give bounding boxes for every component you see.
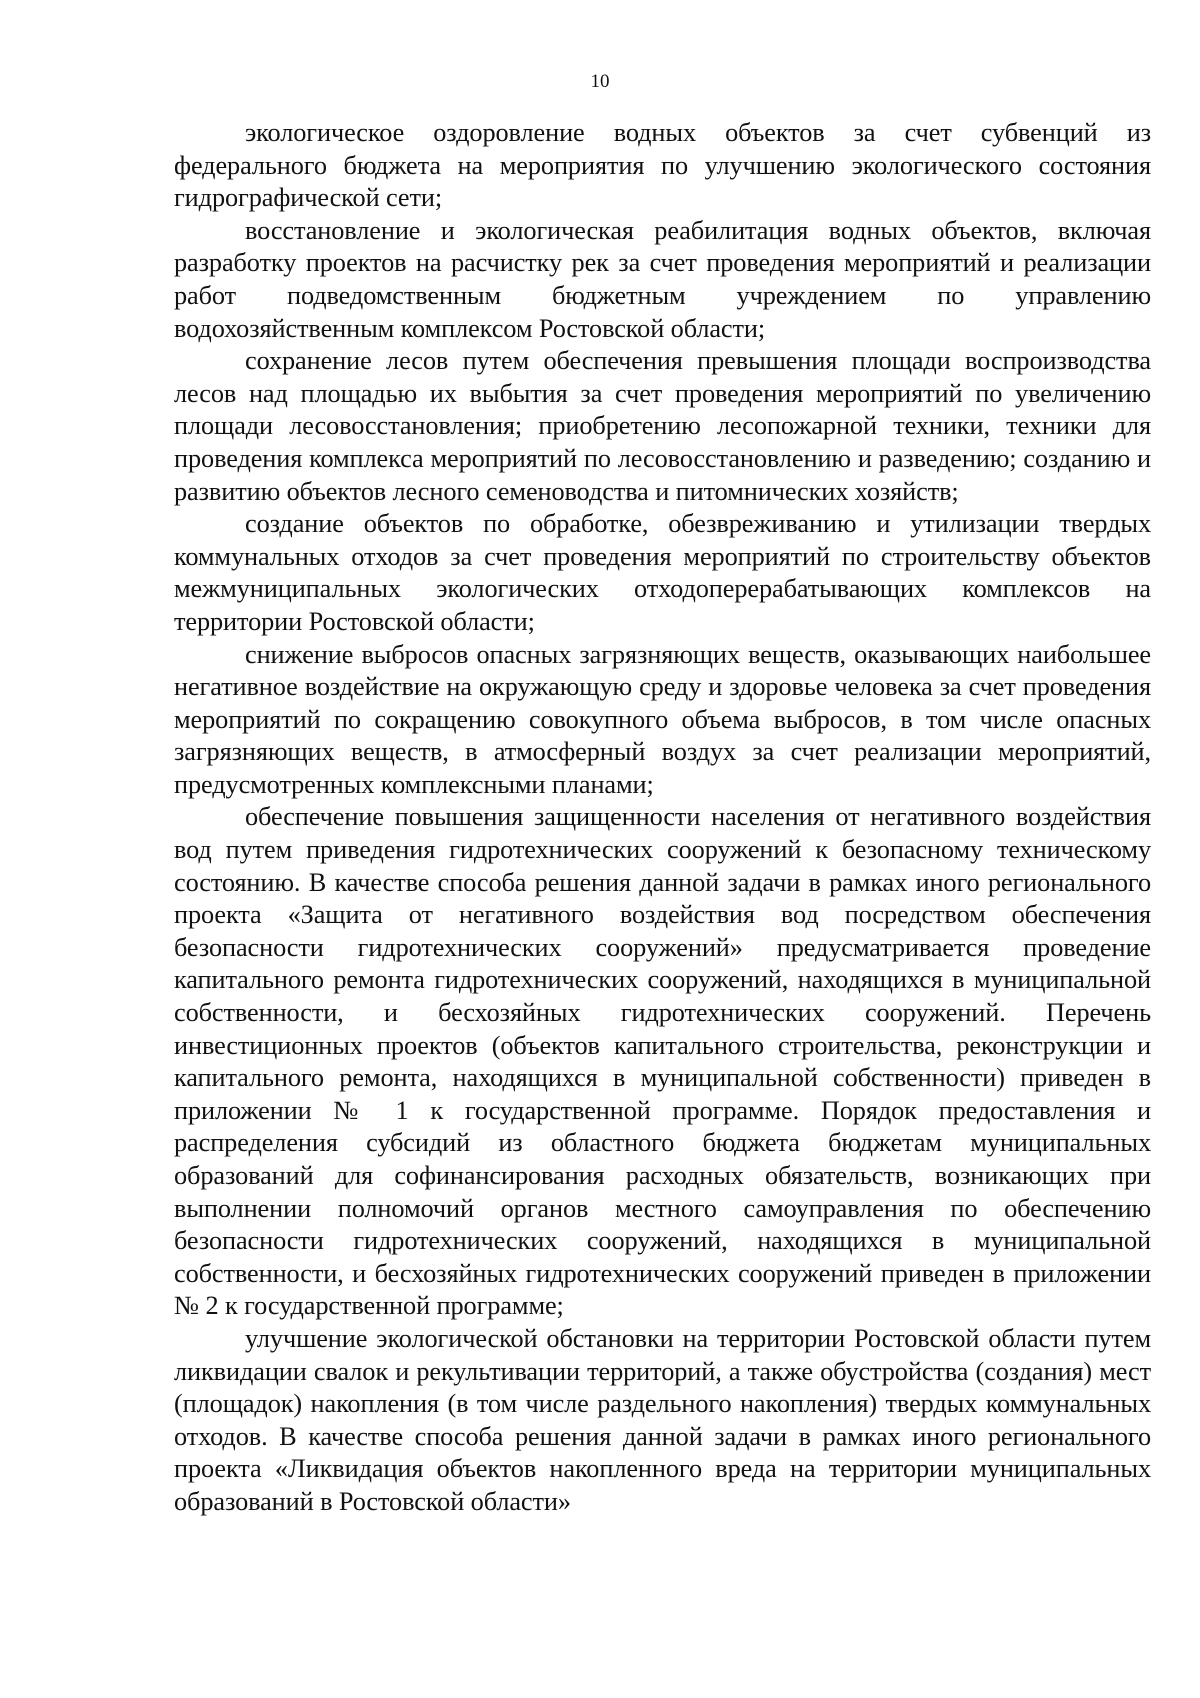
paragraph-forest-preservation: сохранение лесов путем обеспечения превышения площади воспроизводства лесов над площадью их выбытия за счет проведения мероприятий по увеличению площади лесовосстановления; приобретению лесопожарной техники, техники для проведения комплекса мероприятий по лесовосстановлению и разведению; созданию и развитию объектов лесного семеноводства и питомнических хозяйств;: [174, 346, 1151, 506]
paragraph-hydraulic-structures: обеспечение повышения защищенности населения от негативного воздействия вод путем приведения гидротехнических сооружений к безопасному техническому состоянию. В качестве способа решения данной задачи в рамках иного регионального проекта «Защита от негативного воздействия вод посредством обеспечения безопасности гидротехнических сооружений» предусматривается проведение капитального ремонта гидротехнических сооружений, находящихся в муниципальной собственности, и бесхозяйных гидротехнических сооружений. Перечень инвестиционных проектов (объектов капитального строительства, реконструкции и капитального ремонта, находящихся в муниципальной собственности) приведен в приложении № 1 к государственной программе. Порядок предоставления и распределения субсидий из областного бюджета бюджетам муниципальных образований для софинансирования расходных обязательств, возникающих при выполнении полномочий органов местного самоуправления по обеспечению безопасности гидротехнических сооружений, находящихся в муниципальной собственности, и бесхозяйных гидротехнических сооружений приведен в приложении № 2 к государственной программе;: [174, 802, 1151, 1321]
paragraph-waste-facilities: создание объектов по обработке, обезвреживанию и утилизации твердых коммунальных отходов за счет проведения мероприятий по строительству объектов межмуниципальных экологических отходоперерабатывающих комплексов на территории Ростовской области;: [174, 509, 1151, 636]
paragraph-water-ecology: экологическое оздоровление водных объектов за счет субвенций из федерального бюджета на мероприятия по улучшению экологического состояния гидрографической сети;: [174, 118, 1151, 213]
document-body: [174, 117, 1151, 1519]
paragraph-emission-reduction: снижение выбросов опасных загрязняющих веществ, оказывающих наибольшее негативное воздействие на окружающую среду и здоровье человека за счет проведения мероприятий по сокращению совокупного объема выбросов, в том числе опасных загрязняющих веществ, в атмосферный воздух за счет реализации мероприятий, предусмотренных комплексными планами;: [174, 639, 1151, 799]
paragraph-landfill-liquidation: улучшение экологической обстановки на территории Ростовской области путем ликвидации свалок и рекультивации территорий, а также обустройства (создания) мест (площадок) накопления (в том числе раздельного накопления) твердых коммунальных отходов. В качестве способа решения данной задачи в рамках иного регионального проекта «Ликвидация объектов накопленного вреда на территории муниципальных образований в Ростовской области»: [174, 1323, 1151, 1516]
paragraph-water-rehabilitation: восстановление и экологическая реабилитация водных объектов, включая разработку проектов на расчистку рек за счет проведения мероприятий и реализации работ подведомственным бюджетным учреждением по управлению водохозяйственным комплексом Ростовской области;: [174, 215, 1151, 343]
page-number: 10: [590, 71, 610, 92]
